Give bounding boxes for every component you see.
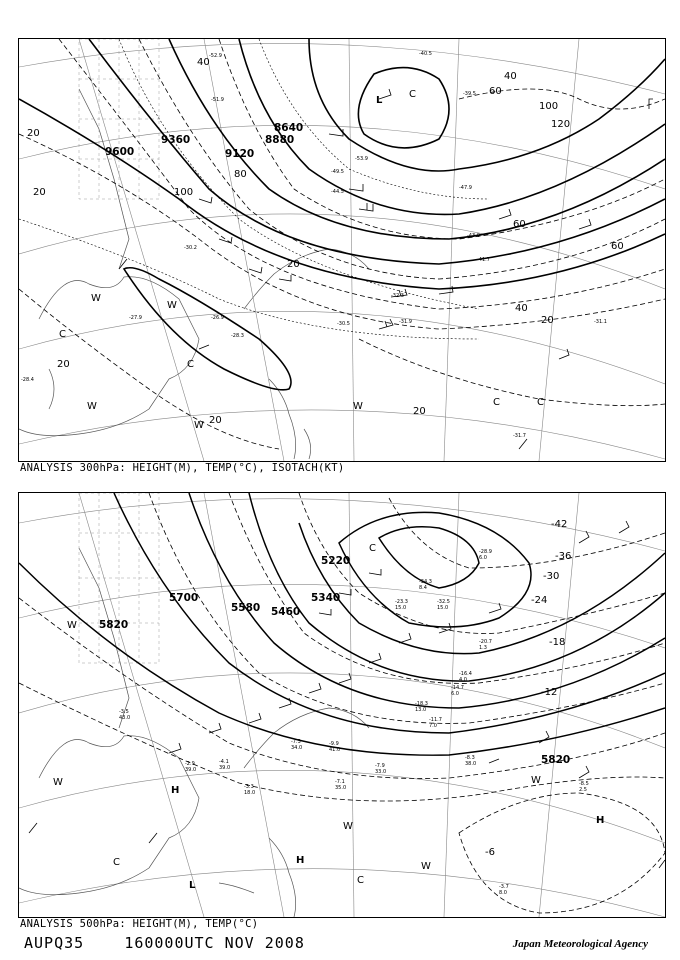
temp-label: -30 xyxy=(543,571,560,582)
station-temp: -20.7 xyxy=(479,639,492,645)
system-letter: C xyxy=(493,397,500,408)
isotach-label: 120 xyxy=(551,119,571,130)
height-contours xyxy=(19,39,665,390)
temp-label: -12 xyxy=(541,687,558,698)
station-dewpoint-depression: 15.0 xyxy=(395,605,407,611)
station-dewpoint-depression: 35.0 xyxy=(335,785,347,791)
system-letter: W xyxy=(421,861,431,872)
station-dewpoint-depression: 4.0 xyxy=(459,677,467,683)
station-temp: -34.3 xyxy=(419,579,432,585)
station-dewpoint-depression: 6.0 xyxy=(479,555,487,561)
height-labels xyxy=(105,122,303,160)
isotach-label: 60 xyxy=(611,241,624,252)
station-temp: -8.5 xyxy=(579,781,589,787)
isotach-label: 20 xyxy=(209,415,222,426)
station-temp: -18.3 xyxy=(415,701,428,707)
station-dewpoint-depression: 39.0 xyxy=(219,765,231,771)
station-temp: -16.4 xyxy=(459,671,472,677)
system-letter: W xyxy=(343,821,353,832)
coastlines xyxy=(19,89,369,459)
isotach-label: 60 xyxy=(513,219,526,230)
height-label: 5580 xyxy=(231,602,261,614)
graticule xyxy=(19,39,665,461)
upper-map-caption: ANALYSIS 300hPa: HEIGHT(M), TEMP(°C), ISOTACH(KT) xyxy=(20,462,345,474)
station-temp: -32.5 xyxy=(437,599,450,605)
height-label: 9120 xyxy=(225,148,255,160)
temp-point: -53.9 xyxy=(355,156,368,162)
chart-id: AUPQ35 xyxy=(24,934,85,952)
station-dewpoint-depression: 34.0 xyxy=(291,745,303,751)
lower-map-panel xyxy=(18,492,666,918)
height-label: 9600 xyxy=(105,146,135,158)
station-dewpoint-depression: 15.0 xyxy=(437,605,449,611)
station-temp: -4.1 xyxy=(219,759,229,765)
isotach-contours xyxy=(19,39,665,449)
station-temp: -7.1 xyxy=(335,779,345,785)
temp-point: -28.4 xyxy=(21,377,34,383)
temp-point: -32.3 xyxy=(391,293,404,299)
lower-map-caption: ANALYSIS 500hPa: HEIGHT(M), TEMP(°C) xyxy=(20,918,259,930)
station-dewpoint-depression: 6.0 xyxy=(451,691,459,697)
station-temp: -9.9 xyxy=(329,741,339,747)
system-letter: W xyxy=(87,401,97,412)
system-letter: C xyxy=(409,89,416,100)
isotach-label: 80 xyxy=(234,169,247,180)
system-letter: C xyxy=(187,359,194,370)
temp-point: -39.5 xyxy=(463,91,476,97)
chart-id-and-time xyxy=(24,934,305,952)
isotach-label: 40 xyxy=(197,57,210,68)
system-letter: C xyxy=(357,875,364,886)
temp-point: -27.9 xyxy=(129,315,142,321)
temp-point: -31.1 xyxy=(594,319,607,325)
temp-point: -44.5 xyxy=(331,189,344,195)
system-letter: H xyxy=(296,855,305,866)
system-letter: W xyxy=(91,293,101,304)
station-temp: -2.9 xyxy=(185,761,195,767)
lower-map-svg xyxy=(19,493,665,917)
height-label: 5820 xyxy=(99,619,129,631)
station-temp: -3.7 xyxy=(499,884,509,890)
temp-point: -40.5 xyxy=(419,51,432,57)
isotach-label: 100 xyxy=(539,101,559,112)
station-temp: -3.5 xyxy=(119,709,129,715)
temp-point: -52.9 xyxy=(209,53,222,59)
station-temp: -11.7 xyxy=(429,717,442,723)
isotach-label: 20 xyxy=(33,187,46,198)
station-dewpoint-depression: 8.4 xyxy=(419,585,427,591)
height-label: 9360 xyxy=(161,134,191,146)
temp-label: -36 xyxy=(555,551,572,562)
system-letter: C xyxy=(59,329,66,340)
temp-point: -43.0 xyxy=(467,233,480,239)
station-dewpoint-depression: 38.0 xyxy=(465,761,477,767)
gridded-region xyxy=(79,493,159,663)
temp-point: -31.7 xyxy=(513,433,526,439)
temp-label: -24 xyxy=(531,595,548,606)
analysis-time: 160000UTC NOV 2008 xyxy=(124,934,305,952)
temp-label: -42 xyxy=(551,519,568,530)
system-letter: C xyxy=(113,857,120,868)
station-temp: -8.3 xyxy=(465,755,475,761)
temp-point: -47.9 xyxy=(459,185,472,191)
system-letter: W xyxy=(53,777,63,788)
station-dewpoint-depression: 41.0 xyxy=(329,747,341,753)
isotach-label: 20 xyxy=(57,359,70,370)
station-dewpoint-depression: 39.0 xyxy=(185,767,197,773)
station-temp: -28.9 xyxy=(479,549,492,555)
system-letter: W xyxy=(167,300,177,311)
system-letter: W xyxy=(531,775,541,786)
temp-point: -41.7 xyxy=(477,257,490,263)
temp-label: -18 xyxy=(549,637,566,648)
station-dewpoint-depression: 13.0 xyxy=(415,707,427,713)
height-label: 8880 xyxy=(265,134,295,146)
height-label: 5220 xyxy=(321,555,351,567)
height-label: 5340 xyxy=(311,592,341,604)
height-label: 5700 xyxy=(169,592,199,604)
temp-point: -26.9 xyxy=(211,315,224,321)
system-letter: H xyxy=(171,785,180,796)
isotach-label: 40 xyxy=(515,303,528,314)
temp-point: -28.3 xyxy=(231,333,244,339)
isotach-label: 20 xyxy=(287,259,300,270)
temp-point: -30.5 xyxy=(337,321,350,327)
temp-point: -30.2 xyxy=(184,245,197,251)
temp-point: -49.5 xyxy=(331,169,344,175)
temp-label: -6 xyxy=(485,847,495,858)
height-labels xyxy=(99,555,570,766)
station-temp: -23.3 xyxy=(395,599,408,605)
station-dewpoint-depression: 8.0 xyxy=(499,890,507,896)
station-dewpoint-depression: 18.0 xyxy=(244,790,256,796)
station-temp: -7.9 xyxy=(375,763,385,769)
station-temp: -3.3 xyxy=(244,784,254,790)
system-letter: H xyxy=(596,815,605,826)
isotach-label: 20 xyxy=(27,128,40,139)
system-letter: L xyxy=(189,880,196,891)
system-letter: W xyxy=(67,620,77,631)
temp-point: -31.9 xyxy=(399,319,412,325)
system-letter: C xyxy=(537,397,544,408)
height-label: 5820 xyxy=(541,754,571,766)
station-dewpoint-depression: 7.0 xyxy=(429,723,437,729)
station-temp: -7.3 xyxy=(291,739,301,745)
station-dewpoint-depression: 43.0 xyxy=(119,715,131,721)
temp-point: -51.9 xyxy=(211,97,224,103)
upper-map-panel xyxy=(18,38,666,462)
wind-barbs xyxy=(29,521,665,868)
station-dewpoint-depression: 2.5 xyxy=(579,787,587,793)
station-dewpoint-depression: 33.0 xyxy=(375,769,387,775)
system-letter: W xyxy=(353,401,363,412)
isotach-labels xyxy=(27,57,624,426)
isotach-label: 20 xyxy=(541,315,554,326)
isotach-label: 20 xyxy=(413,406,426,417)
agency-credit: Japan Meteorological Agency xyxy=(512,938,648,950)
system-letter: C xyxy=(369,543,376,554)
upper-map-svg xyxy=(19,39,665,461)
system-letter: L xyxy=(376,95,383,106)
station-temp: -14.7 xyxy=(451,685,464,691)
system-letter: W xyxy=(194,420,204,431)
isotach-label: 60 xyxy=(489,86,502,97)
height-label: 5460 xyxy=(271,606,301,618)
station-dewpoint-depression: 1.3 xyxy=(479,645,487,651)
height-label: 8640 xyxy=(274,122,304,134)
isotach-label: 40 xyxy=(504,71,517,82)
isotach-label: 100 xyxy=(174,187,194,198)
